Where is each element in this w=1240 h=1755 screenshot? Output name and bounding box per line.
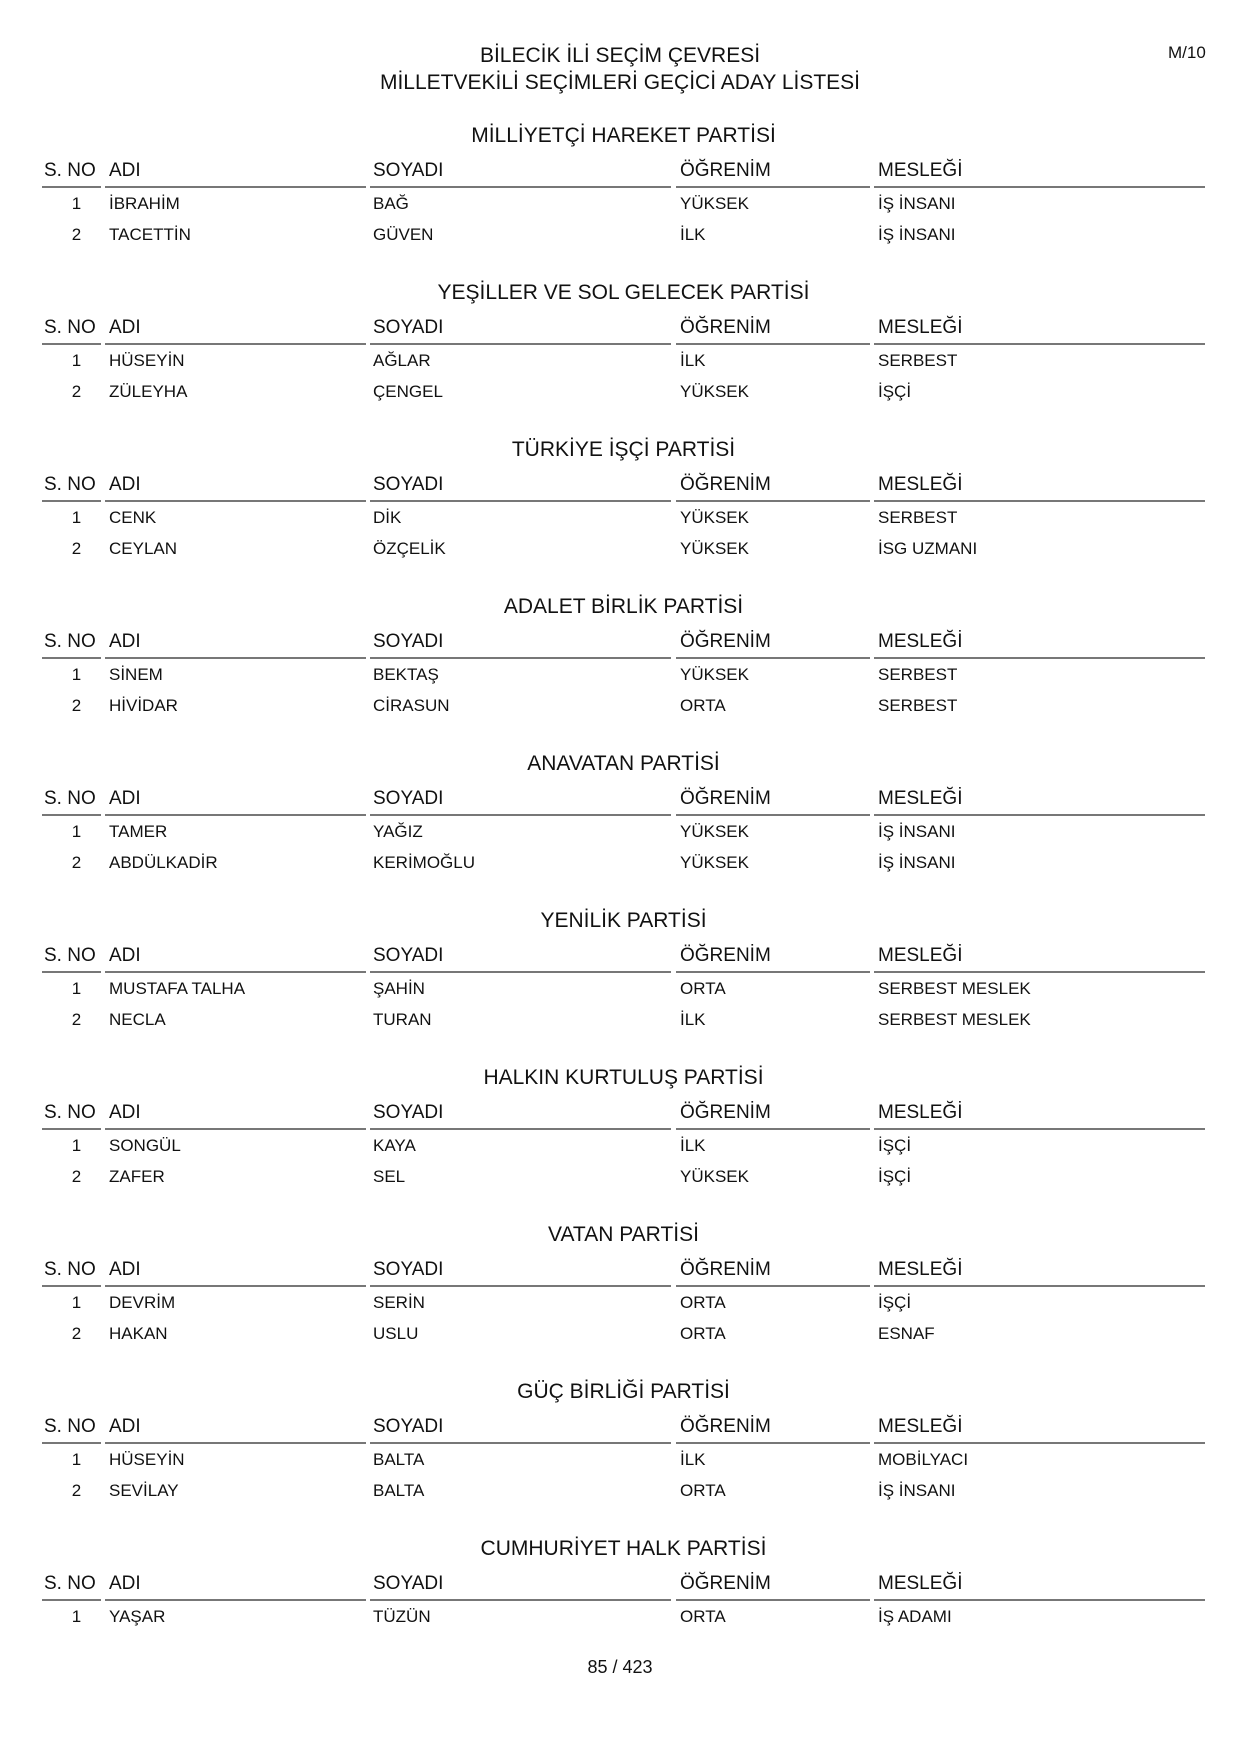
cell-adi: İBRAHİM bbox=[109, 194, 180, 213]
cell-ogrenim: İLK bbox=[680, 1136, 706, 1155]
column-header-soyadi: SOYADI bbox=[370, 939, 671, 973]
cell-meslegi: MOBİLYACI bbox=[878, 1450, 969, 1469]
column-header-ogrenim: ÖĞRENİM bbox=[676, 468, 870, 502]
column-header-ogrenim: ÖĞRENİM bbox=[676, 939, 870, 973]
cell-meslegi: ESNAF bbox=[878, 1324, 935, 1343]
column-header-row bbox=[42, 468, 1205, 502]
table-row bbox=[42, 1161, 1205, 1192]
cell-sno: 1 bbox=[71, 822, 82, 841]
cell-sno: 1 bbox=[71, 1293, 82, 1312]
cell-soyadi: CİRASUN bbox=[373, 696, 450, 715]
cell-ogrenim: ORTA bbox=[680, 1481, 726, 1500]
cell-sno: 2 bbox=[71, 225, 82, 244]
cell-sno: 1 bbox=[71, 351, 82, 370]
cell-soyadi: ŞAHİN bbox=[373, 979, 425, 998]
table-row bbox=[42, 1004, 1205, 1035]
column-header-adi: ADI bbox=[105, 1096, 366, 1130]
party-name: HALKIN KURTULUŞ PARTİSİ bbox=[483, 1066, 764, 1089]
cell-meslegi: İŞ İNSANI bbox=[878, 225, 956, 244]
cell-ogrenim: YÜKSEK bbox=[680, 822, 749, 841]
column-header-adi: ADI bbox=[105, 311, 366, 345]
cell-adi: ABDÜLKADİR bbox=[109, 853, 218, 872]
cell-meslegi: SERBEST MESLEK bbox=[878, 1010, 1031, 1029]
cell-meslegi: SERBEST MESLEK bbox=[878, 979, 1031, 998]
cell-adi: TACETTİN bbox=[109, 225, 191, 244]
column-header-adi: ADI bbox=[105, 939, 366, 973]
column-header-ogrenim: ÖĞRENİM bbox=[676, 1253, 870, 1287]
column-header-meslegi: MESLEĞİ bbox=[874, 939, 1205, 973]
column-header-sno: S. NO bbox=[42, 782, 101, 816]
cell-soyadi: TURAN bbox=[373, 1010, 432, 1029]
table-row bbox=[42, 1601, 1205, 1632]
column-header-row bbox=[42, 625, 1205, 659]
table-row bbox=[42, 502, 1205, 533]
cell-meslegi: İŞÇİ bbox=[878, 1167, 912, 1186]
candidate-rows bbox=[42, 1130, 1205, 1192]
column-header-meslegi: MESLEĞİ bbox=[874, 1410, 1205, 1444]
party-name: TÜRKİYE İŞÇİ PARTİSİ bbox=[511, 438, 736, 461]
cell-sno: 1 bbox=[71, 508, 82, 527]
cell-sno: 2 bbox=[71, 696, 82, 715]
candidate-rows bbox=[42, 816, 1205, 878]
party-section bbox=[42, 438, 1205, 595]
column-header-soyadi: SOYADI bbox=[370, 782, 671, 816]
cell-adi: SONGÜL bbox=[109, 1136, 181, 1155]
column-header-adi: ADI bbox=[105, 625, 366, 659]
party-name: VATAN PARTİSİ bbox=[548, 1223, 699, 1246]
cell-soyadi: BAĞ bbox=[373, 194, 409, 213]
column-header-soyadi: SOYADI bbox=[370, 311, 671, 345]
cell-ogrenim: YÜKSEK bbox=[680, 508, 749, 527]
table-row bbox=[42, 973, 1205, 1004]
cell-meslegi: İŞ ADAMI bbox=[878, 1607, 952, 1626]
candidate-rows bbox=[42, 502, 1205, 564]
column-header-meslegi: MESLEĞİ bbox=[874, 1096, 1205, 1130]
cell-meslegi: SERBEST bbox=[878, 696, 958, 715]
cell-adi: ZAFER bbox=[109, 1167, 165, 1186]
column-header-meslegi: MESLEĞİ bbox=[874, 625, 1205, 659]
cell-ogrenim: İLK bbox=[680, 225, 706, 244]
party-section bbox=[42, 281, 1205, 438]
table-row bbox=[42, 1444, 1205, 1475]
column-header-sno: S. NO bbox=[42, 154, 101, 188]
document-code: M/10 bbox=[1168, 43, 1206, 62]
party-section bbox=[42, 1223, 1205, 1380]
document-title bbox=[0, 42, 1240, 96]
cell-ogrenim: ORTA bbox=[680, 1607, 726, 1626]
cell-soyadi: DİK bbox=[373, 508, 402, 527]
cell-meslegi: SERBEST bbox=[878, 665, 958, 684]
column-header-sno: S. NO bbox=[42, 939, 101, 973]
title-line-2: MİLLETVEKİLİ SEÇİMLERİ GEÇİCİ ADAY LİSTESİ bbox=[379, 71, 861, 94]
cell-soyadi: KAYA bbox=[373, 1136, 416, 1155]
cell-meslegi: İSG UZMANI bbox=[878, 539, 978, 558]
cell-meslegi: İŞ İNSANI bbox=[878, 194, 956, 213]
party-section bbox=[42, 1066, 1205, 1223]
column-header-sno: S. NO bbox=[42, 1410, 101, 1444]
cell-soyadi: BALTA bbox=[373, 1481, 425, 1500]
cell-sno: 2 bbox=[71, 1010, 82, 1029]
party-name: GÜÇ BİRLİĞİ PARTİSİ bbox=[517, 1380, 730, 1403]
cell-ogrenim: YÜKSEK bbox=[680, 382, 749, 401]
party-name: MİLLİYETÇİ HAREKET PARTİSİ bbox=[471, 124, 776, 147]
column-header-row bbox=[42, 154, 1205, 188]
table-row bbox=[42, 376, 1205, 407]
party-section bbox=[42, 909, 1205, 1066]
cell-sno: 1 bbox=[71, 979, 82, 998]
cell-sno: 2 bbox=[71, 1167, 82, 1186]
table-row bbox=[42, 533, 1205, 564]
cell-sno: 2 bbox=[71, 1324, 82, 1343]
column-header-meslegi: MESLEĞİ bbox=[874, 154, 1205, 188]
cell-meslegi: İŞÇİ bbox=[878, 1293, 912, 1312]
cell-soyadi: GÜVEN bbox=[373, 225, 434, 244]
column-header-soyadi: SOYADI bbox=[370, 1096, 671, 1130]
cell-adi: CEYLAN bbox=[109, 539, 178, 558]
cell-meslegi: SERBEST bbox=[878, 351, 958, 370]
cell-soyadi: BALTA bbox=[373, 1450, 425, 1469]
party-name: YEŞİLLER VE SOL GELECEK PARTİSİ bbox=[437, 281, 810, 304]
column-header-soyadi: SOYADI bbox=[370, 1410, 671, 1444]
column-header-soyadi: SOYADI bbox=[370, 468, 671, 502]
cell-sno: 2 bbox=[71, 382, 82, 401]
column-header-row bbox=[42, 1253, 1205, 1287]
column-header-ogrenim: ÖĞRENİM bbox=[676, 1567, 870, 1601]
cell-ogrenim: İLK bbox=[680, 351, 706, 370]
column-header-sno: S. NO bbox=[42, 1096, 101, 1130]
party-name: CUMHURİYET HALK PARTİSİ bbox=[480, 1537, 767, 1560]
party-name: YENİLİK PARTİSİ bbox=[540, 909, 707, 932]
cell-sno: 1 bbox=[71, 665, 82, 684]
column-header-meslegi: MESLEĞİ bbox=[874, 311, 1205, 345]
column-header-ogrenim: ÖĞRENİM bbox=[676, 154, 870, 188]
cell-meslegi: İŞ İNSANI bbox=[878, 853, 956, 872]
candidate-rows bbox=[42, 1601, 1205, 1632]
column-header-soyadi: SOYADI bbox=[370, 154, 671, 188]
party-name: ANAVATAN PARTİSİ bbox=[527, 752, 720, 775]
column-header-soyadi: SOYADI bbox=[370, 1253, 671, 1287]
cell-soyadi: SEL bbox=[373, 1167, 406, 1186]
column-header-adi: ADI bbox=[105, 1253, 366, 1287]
candidate-rows bbox=[42, 659, 1205, 721]
cell-adi: YAŞAR bbox=[109, 1607, 166, 1626]
table-row bbox=[42, 219, 1205, 250]
cell-adi: CENK bbox=[109, 508, 157, 527]
candidate-rows bbox=[42, 188, 1205, 250]
cell-meslegi: İŞ İNSANI bbox=[878, 1481, 956, 1500]
column-header-adi: ADI bbox=[105, 154, 366, 188]
column-header-sno: S. NO bbox=[42, 1567, 101, 1601]
column-header-meslegi: MESLEĞİ bbox=[874, 1567, 1205, 1601]
cell-sno: 1 bbox=[71, 194, 82, 213]
column-header-meslegi: MESLEĞİ bbox=[874, 468, 1205, 502]
candidate-rows bbox=[42, 345, 1205, 407]
table-row bbox=[42, 1318, 1205, 1349]
cell-sno: 2 bbox=[71, 539, 82, 558]
cell-ogrenim: İLK bbox=[680, 1450, 706, 1469]
party-name: ADALET BİRLİK PARTİSİ bbox=[503, 595, 744, 618]
party-section bbox=[42, 1380, 1205, 1537]
cell-soyadi: SERİN bbox=[373, 1293, 425, 1312]
column-header-row bbox=[42, 1410, 1205, 1444]
column-header-ogrenim: ÖĞRENİM bbox=[676, 1410, 870, 1444]
cell-adi: NECLA bbox=[109, 1010, 166, 1029]
cell-adi: HÜSEYİN bbox=[109, 1450, 185, 1469]
cell-ogrenim: ORTA bbox=[680, 696, 726, 715]
party-section bbox=[42, 752, 1205, 909]
candidate-rows bbox=[42, 1444, 1205, 1506]
cell-ogrenim: ORTA bbox=[680, 1293, 726, 1312]
column-header-row bbox=[42, 1096, 1205, 1130]
cell-adi: HAKAN bbox=[109, 1324, 168, 1343]
table-row bbox=[42, 690, 1205, 721]
cell-adi: HÜSEYİN bbox=[109, 351, 185, 370]
cell-soyadi: YAĞIZ bbox=[373, 822, 423, 841]
cell-ogrenim: YÜKSEK bbox=[680, 853, 749, 872]
cell-meslegi: İŞ İNSANI bbox=[878, 822, 956, 841]
column-header-adi: ADI bbox=[105, 1567, 366, 1601]
cell-soyadi: ÇENGEL bbox=[373, 382, 443, 401]
column-header-soyadi: SOYADI bbox=[370, 1567, 671, 1601]
table-row bbox=[42, 188, 1205, 219]
cell-soyadi: ÖZÇELİK bbox=[373, 539, 446, 558]
cell-adi: ZÜLEYHA bbox=[109, 382, 188, 401]
cell-sno: 1 bbox=[71, 1607, 82, 1626]
cell-ogrenim: YÜKSEK bbox=[680, 1167, 749, 1186]
cell-meslegi: İŞÇİ bbox=[878, 382, 912, 401]
column-header-meslegi: MESLEĞİ bbox=[874, 782, 1205, 816]
cell-adi: DEVRİM bbox=[109, 1293, 176, 1312]
cell-adi: SİNEM bbox=[109, 665, 163, 684]
table-row bbox=[42, 345, 1205, 376]
table-row bbox=[42, 816, 1205, 847]
party-list bbox=[42, 124, 1205, 1694]
cell-adi: TAMER bbox=[109, 822, 168, 841]
cell-sno: 2 bbox=[71, 853, 82, 872]
cell-ogrenim: İLK bbox=[680, 1010, 706, 1029]
column-header-adi: ADI bbox=[105, 1410, 366, 1444]
party-section bbox=[42, 124, 1205, 281]
column-header-meslegi: MESLEĞİ bbox=[874, 1253, 1205, 1287]
cell-soyadi: BEKTAŞ bbox=[373, 665, 439, 684]
column-header-row bbox=[42, 311, 1205, 345]
column-header-row bbox=[42, 782, 1205, 816]
cell-ogrenim: ORTA bbox=[680, 1324, 726, 1343]
column-header-row bbox=[42, 939, 1205, 973]
cell-soyadi: AĞLAR bbox=[373, 351, 431, 370]
cell-adi: HİVİDAR bbox=[109, 696, 178, 715]
column-header-adi: ADI bbox=[105, 782, 366, 816]
column-header-row bbox=[42, 1567, 1205, 1601]
party-section bbox=[42, 595, 1205, 752]
column-header-ogrenim: ÖĞRENİM bbox=[676, 1096, 870, 1130]
table-row bbox=[42, 847, 1205, 878]
cell-sno: 1 bbox=[71, 1136, 82, 1155]
page-number: 85 / 423 bbox=[587, 1657, 653, 1677]
cell-soyadi: USLU bbox=[373, 1324, 419, 1343]
cell-sno: 2 bbox=[71, 1481, 82, 1500]
cell-ogrenim: YÜKSEK bbox=[680, 194, 749, 213]
table-row bbox=[42, 659, 1205, 690]
cell-ogrenim: YÜKSEK bbox=[680, 665, 749, 684]
cell-ogrenim: YÜKSEK bbox=[680, 539, 749, 558]
table-row bbox=[42, 1287, 1205, 1318]
cell-meslegi: SERBEST bbox=[878, 508, 958, 527]
column-header-soyadi: SOYADI bbox=[370, 625, 671, 659]
title-line-1: BİLECİK İLİ SEÇİM ÇEVRESİ bbox=[479, 44, 761, 67]
cell-adi: SEVİLAY bbox=[109, 1481, 179, 1500]
cell-sno: 1 bbox=[71, 1450, 82, 1469]
column-header-ogrenim: ÖĞRENİM bbox=[676, 782, 870, 816]
cell-soyadi: TÜZÜN bbox=[373, 1607, 431, 1626]
cell-soyadi: KERİMOĞLU bbox=[373, 853, 476, 872]
candidate-rows bbox=[42, 973, 1205, 1035]
cell-meslegi: İŞÇİ bbox=[878, 1136, 912, 1155]
column-header-sno: S. NO bbox=[42, 1253, 101, 1287]
column-header-sno: S. NO bbox=[42, 625, 101, 659]
column-header-ogrenim: ÖĞRENİM bbox=[676, 311, 870, 345]
column-header-ogrenim: ÖĞRENİM bbox=[676, 625, 870, 659]
column-header-sno: S. NO bbox=[42, 468, 101, 502]
cell-ogrenim: ORTA bbox=[680, 979, 726, 998]
candidate-rows bbox=[42, 1287, 1205, 1349]
cell-adi: MUSTAFA TALHA bbox=[109, 979, 246, 998]
table-row bbox=[42, 1130, 1205, 1161]
table-row bbox=[42, 1475, 1205, 1506]
column-header-adi: ADI bbox=[105, 468, 366, 502]
column-header-sno: S. NO bbox=[42, 311, 101, 345]
